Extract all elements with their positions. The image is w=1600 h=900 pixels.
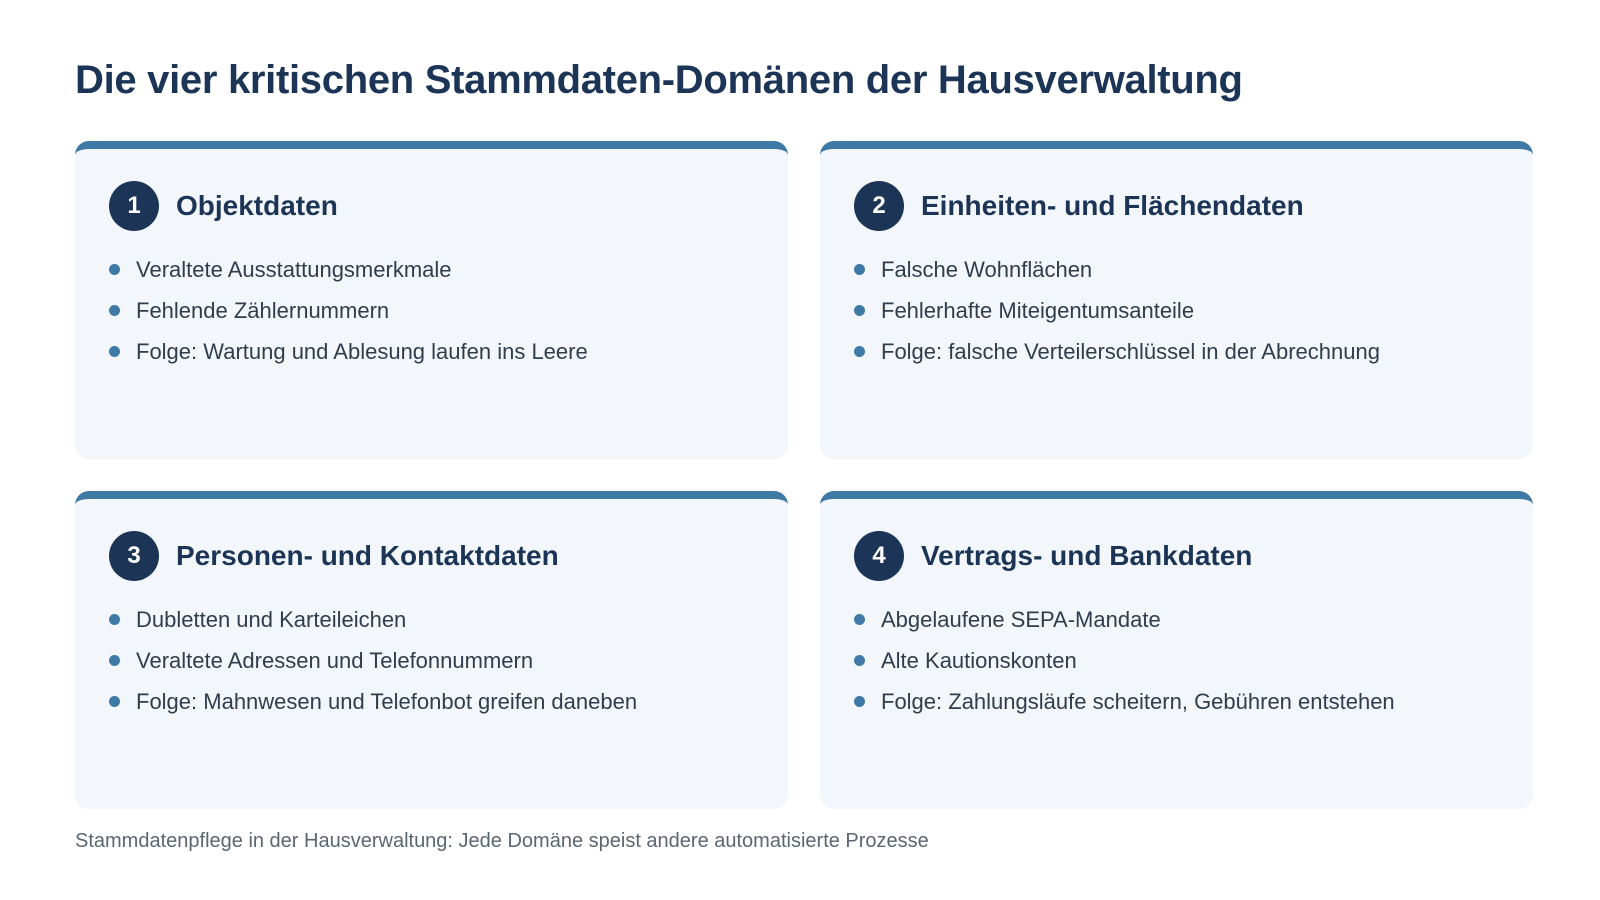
list-item-text: Folge: falsche Verteilerschlüssel in der Abrechnung — [881, 338, 1380, 364]
bullet-dot-icon — [854, 305, 865, 316]
bullet-dot-icon — [854, 696, 865, 707]
list-item-text: Veraltete Ausstattungsmerkmale — [136, 256, 452, 282]
list-item-text: Falsche Wohnflächen — [881, 256, 1093, 282]
list-item-text: Alte Kautionskonten — [881, 647, 1077, 673]
bullet-dot-icon — [109, 305, 120, 316]
number-badge: 1 — [109, 181, 159, 231]
card-header — [109, 531, 754, 581]
list-item-text: Abgelaufene SEPA-Mandate — [881, 606, 1161, 632]
list-item-text: Folge: Zahlungsläufe scheitern, Gebühren entstehen — [881, 688, 1395, 714]
domain-grid — [75, 141, 1533, 809]
bullet-dot-icon — [109, 696, 120, 707]
bullet-dot-icon — [109, 264, 120, 275]
list-item — [109, 681, 754, 722]
list-item — [854, 331, 1499, 372]
list-item — [854, 599, 1499, 640]
number-badge: 4 — [854, 531, 904, 581]
list-item-text: Folge: Mahnwesen und Telefonbot greifen daneben — [136, 688, 638, 714]
list-item-text: Fehlende Zählernummern — [136, 297, 390, 323]
card-title: Vertrags- und Bankdaten — [921, 540, 1253, 571]
bullet-dot-icon — [854, 264, 865, 275]
domain-card-einheiten-flaechendaten — [820, 141, 1533, 459]
list-item-text: Veraltete Adressen und Telefonnummern — [136, 647, 534, 673]
list-item-text: Fehlerhafte Miteigentumsanteile — [881, 297, 1195, 323]
card-title: Einheiten- und Flächendaten — [921, 190, 1304, 221]
card-header — [854, 531, 1499, 581]
bullet-list — [854, 599, 1499, 722]
domain-card-personen-kontaktdaten — [75, 491, 788, 809]
bullet-list — [109, 249, 754, 372]
bullet-dot-icon — [109, 346, 120, 357]
list-item — [109, 331, 754, 372]
bullet-list — [109, 599, 754, 722]
list-item — [109, 249, 754, 290]
list-item — [109, 290, 754, 331]
list-item-text: Folge: Wartung und Ablesung laufen ins Leere — [136, 338, 588, 364]
number-badge: 2 — [854, 181, 904, 231]
domain-card-vertrags-bankdaten — [820, 491, 1533, 809]
page-title: Die vier kritischen Stammdaten-Domänen der Hausverwaltung — [75, 58, 1243, 102]
card-title: Objektdaten — [176, 190, 338, 221]
list-item — [109, 640, 754, 681]
list-item — [854, 290, 1499, 331]
list-item — [109, 599, 754, 640]
bullet-dot-icon — [854, 614, 865, 625]
bullet-dot-icon — [109, 655, 120, 666]
slide-caption: Stammdatenpflege in der Hausverwaltung: Jede Domäne speist andere automatisierte Prozesse — [75, 830, 929, 852]
bullet-dot-icon — [854, 655, 865, 666]
bullet-dot-icon — [109, 614, 120, 625]
card-header — [109, 181, 754, 231]
card-title: Personen- und Kontaktdaten — [176, 540, 559, 571]
domain-card-objektdaten — [75, 141, 788, 459]
bullet-dot-icon — [854, 346, 865, 357]
list-item-text: Dubletten und Karteileichen — [136, 606, 407, 632]
number-badge: 3 — [109, 531, 159, 581]
list-item — [854, 249, 1499, 290]
card-header — [854, 181, 1499, 231]
list-item — [854, 681, 1499, 722]
bullet-list — [854, 249, 1499, 372]
list-item — [854, 640, 1499, 681]
